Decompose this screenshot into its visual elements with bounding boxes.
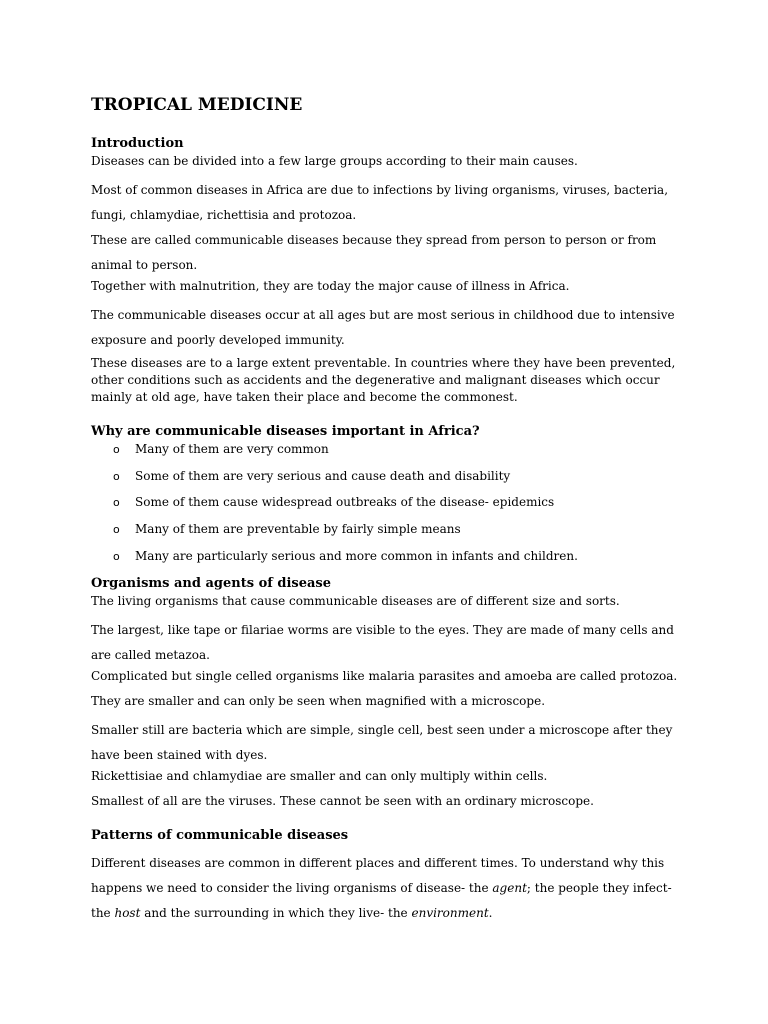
organisms-paragraph-4: They are smaller and can only be seen when magnified with a microscope. <box>91 693 546 708</box>
document-page <box>91 93 691 926</box>
section-heading-patterns: Patterns of communicable diseases <box>91 827 349 843</box>
organisms-paragraph-2: The largest, like tape or filariae worms are visible to the eyes. They are made of many cells and are called metazoa. <box>91 622 674 662</box>
list-item: o Many are particularly serious and more common in infants and children. <box>113 548 578 563</box>
document-title: TROPICAL MEDICINE <box>91 95 303 115</box>
bullet-marker: o <box>113 496 120 510</box>
organisms-paragraph-3: Complicated but single celled organisms like malaria parasites and amoeba are called protozoa. <box>91 668 678 683</box>
intro-paragraph-6: These diseases are to a large extent preventable. In countries where they have been prevented, other conditions such as accidents and the degenerative and malignant diseases which occur mainly at old age, have taken their place and become the commonest. <box>91 356 676 404</box>
bullet-marker: o <box>113 469 120 483</box>
organisms-paragraph-1: The living organisms that cause communicable diseases are of different size and sorts. <box>91 593 620 608</box>
section-heading-why: Why are communicable diseases important in Africa? <box>91 424 480 439</box>
term-agent: agent <box>492 880 527 895</box>
organisms-paragraph-6: Rickettisiae and chlamydiae are smaller and can only multiply within cells. <box>91 768 548 783</box>
list-item: o Some of them cause widespread outbreaks of the disease- epidemics <box>113 495 555 510</box>
bullet-marker: o <box>113 443 120 456</box>
intro-paragraph-5: The communicable diseases occur at all ages but are most serious in childhood due to intensive exposure and poorly developed immunity. <box>91 308 675 347</box>
list-item: o Many of them are very common <box>113 442 329 456</box>
section-heading-introduction: Introduction <box>91 136 184 151</box>
term-host: host <box>114 905 141 920</box>
intro-paragraph-4: Together with malnutrition, they are today the major cause of illness in Africa. <box>91 279 570 293</box>
intro-paragraph-3: These are called communicable diseases because they spread from person to person or from animal to person. <box>91 233 657 272</box>
why-bullet-list <box>91 441 691 565</box>
bullet-marker: o <box>113 523 120 537</box>
term-environment: environment <box>411 905 489 920</box>
list-item: o Some of them are very serious and cause death and disability <box>113 468 511 483</box>
bullet-marker: o <box>113 549 120 563</box>
intro-paragraph-1: Diseases can be divided into a few large groups according to their main causes. <box>91 154 578 168</box>
patterns-paragraph: Different diseases are common in different places and different times. To understand why this happens we need to consider the living organisms of disease- the agent; the people they infect-the host and the surrounding in which they live- the environment. <box>91 855 672 920</box>
intro-paragraph-2: Most of common diseases in Africa are due to infections by living organisms, viruses, bacteria, fungi, chlamydiae, richettisia and protozoa. <box>91 183 669 222</box>
section-heading-organisms: Organisms and agents of disease <box>91 575 331 591</box>
list-item: o Many of them are preventable by fairly simple means <box>113 522 461 537</box>
organisms-paragraph-5: Smaller still are bacteria which are simple, single cell, best seen under a microscope after they have been stained with dyes. <box>91 722 673 762</box>
organisms-paragraph-7: Smallest of all are the viruses. These cannot be seen with an ordinary microscope. <box>91 793 594 808</box>
